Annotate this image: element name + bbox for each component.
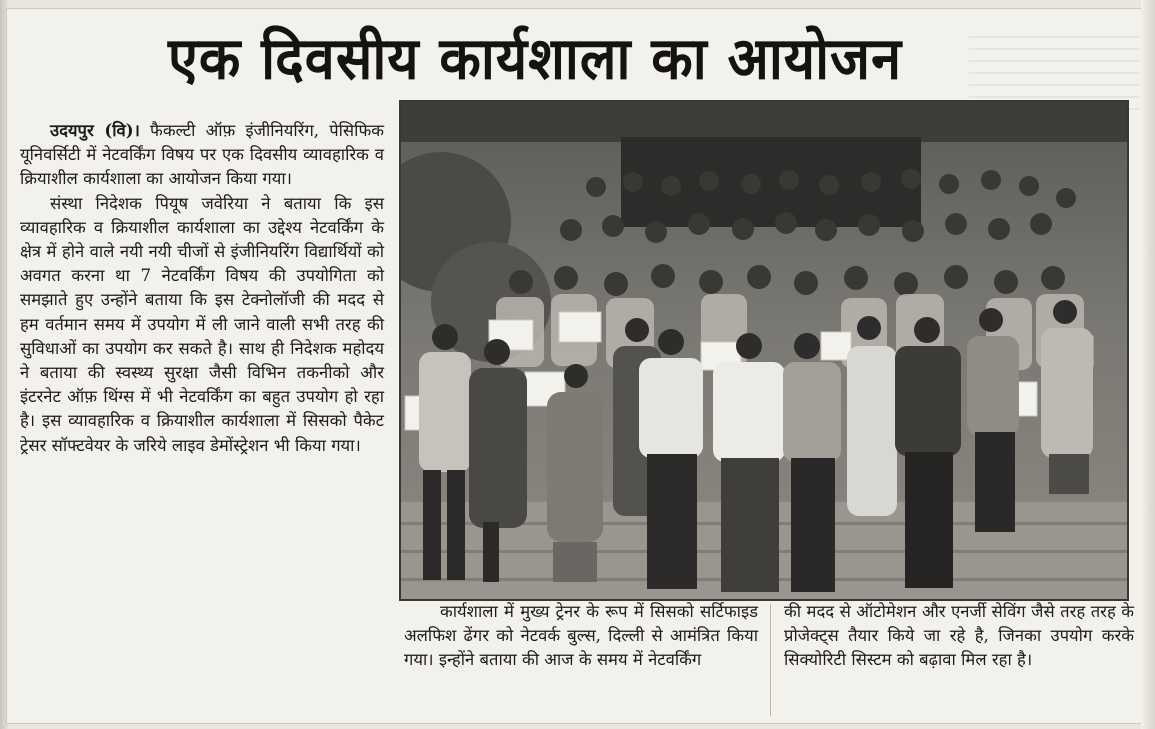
article-headline: एक दिवसीय कार्यशाला का आयोजन [168,24,903,93]
article-column-left [20,118,384,458]
article-dateline: उदयपुर (वि)। [50,120,140,140]
paragraph-1-text: फैकल्टी ऑफ़ इंजीनियरिंग, पेसिफिक यूनिवर्सिटी में नेटवर्किंग विषय पर एक दिवसीय व्यावहारिक व क्रियाशील कार्यशाला का आयोजन किया गया। [20,121,384,189]
column-divider [770,604,771,716]
article-column-right [784,600,1134,673]
article-paragraph-3: कार्यशाला में मुख्य ट्रेनर के रूप में सिसको सर्टिफाइड अलफिश ढेंगर को नेटवर्क बुल्स, दिल्ली से आमंत्रित किया गया। इन्होंने बताया की आज के समय में नेटवर्किंग [404,602,758,670]
article-paragraph-1 [20,118,384,192]
group-photo-illustration [401,102,1127,599]
group-photo [401,102,1127,599]
article-column-middle [404,600,758,673]
article-paragraph-2: संस्था निदेशक पियूष जवेरिया ने बताया कि इस व्यावहारिक व क्रियाशील कार्यशाला का उद्देश्य नेटवर्किंग के क्षेत्र में होने वाले नयी नयी चीजों से इंजीनियरिंग विद्यार्थियों को अवगत करना था 7 नेटवर्किंग विषय की उपयोगिता को समझाते हुए उन्होंने बताया कि इस टेक्नोलॉजी की मदद से हम वर्तमान समय में उपयोग में ली जाने वाली सभी तरह की सुविधाओं का उपयोग कर सकते है। साथ ही निदेशक महोदय ने बताया की स्वस्थ्य सुरक्षा जैसी विभिन तकनीको और इंटरनेट ऑफ़ थिंग्स में भी नेटवर्किंग का बहुत उपयोग हो रहा है। इस व्यावहारिक व क्रियाशील कार्यशाला में सिसको पैकेट ट्रेसर सॉफ्टवेयर के जरिये लाइव डेमोंस्ट्रेशन भी किया गया। [20,193,384,455]
show-through-text [969,30,1139,110]
article-paragraph-4: की मदद से ऑटोमेशन और एनर्जी सेविंग जैसे तरह तरह के प्रोजेक्ट्स तैयार किये जा रहे है, जिनका उपयोग करके सिक्योरिटी सिस्टम को बढ़ावा मिल रहा है। [784,602,1134,670]
page-edge-right [1141,0,1155,729]
